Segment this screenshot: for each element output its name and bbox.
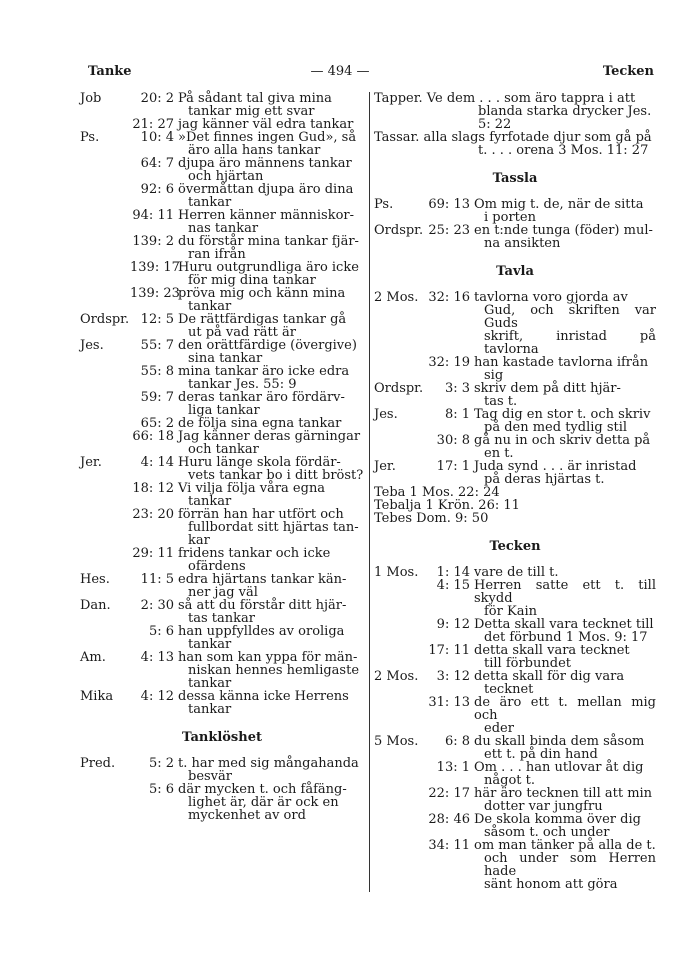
entry-reference: 21: 27: [132, 117, 174, 132]
concordance-entry: [80, 235, 364, 261]
entry-reference: 5: 6: [148, 782, 174, 797]
entry-text-line: ut på vad rätt är: [188, 325, 296, 340]
concordance-entry: [80, 287, 364, 313]
entry-reference: 69: 13: [428, 197, 470, 212]
entry-text: [178, 209, 364, 235]
entry-text-line: tankar: [188, 195, 232, 210]
entry-text-line: »Det finnes ingen Gud», så: [178, 130, 357, 145]
entry-book: [80, 430, 130, 456]
concordance-entry: [374, 813, 656, 839]
concordance-entry: [374, 670, 656, 696]
concordance-entry: [80, 482, 364, 508]
entry-text: [178, 261, 364, 287]
entry-text: [178, 599, 364, 625]
entry-text-line: niskan hennes hemligaste: [188, 663, 360, 678]
entry-reference: 22: 17: [428, 786, 470, 801]
entry-text: [178, 339, 364, 365]
entry-reference: 13: 1: [436, 760, 470, 775]
entry-text-line: tankar Jes. 55: 9: [188, 377, 297, 392]
entry-text: [474, 787, 656, 813]
entry-book: [80, 261, 130, 287]
entry-text-line: Detta skall vara tecknet till: [474, 617, 654, 632]
entry-reference: 4: 14: [140, 455, 174, 470]
entry-book: [374, 618, 424, 644]
entry-book: Ordspr.: [80, 312, 130, 327]
concordance-entry: [80, 651, 364, 690]
entry-text: [178, 287, 364, 313]
concordance-entry: [80, 456, 364, 482]
entry-text-line: tankar: [188, 299, 232, 314]
concordance-entry: [80, 391, 364, 417]
entry-text: [178, 157, 364, 183]
entry-book: [80, 391, 130, 417]
entry-reference: 12: 5: [140, 312, 174, 327]
entry-text-line: och tankar: [188, 442, 259, 457]
entry-text-line: sig: [484, 368, 504, 383]
entry-reference: 92: 6: [140, 182, 174, 197]
entry-text-line: tankar: [188, 676, 232, 691]
page-number: — 494 —: [310, 64, 370, 79]
concordance-entry: [374, 198, 656, 224]
entry-book: [80, 482, 130, 508]
concordance-entry: [80, 365, 364, 391]
entry-reference: 2: 30: [140, 598, 174, 613]
entry-text: [178, 783, 364, 822]
entry-reference: 5: 2: [148, 756, 174, 771]
entry-book: [374, 787, 424, 813]
concordance-entry: [374, 839, 656, 891]
header-right-keyword: Tecken: [602, 64, 654, 79]
concordance-entry: [80, 313, 364, 339]
entry-reference: 55: 7: [140, 338, 174, 353]
entry-reference: 17: 1: [436, 459, 470, 474]
entry-text-line: Juda synd . . . är inristad: [474, 459, 637, 474]
entry-text: [178, 547, 364, 573]
concordance-entry: [374, 787, 656, 813]
concordance-entry: [374, 224, 656, 250]
entry-book: [374, 579, 424, 618]
entry-reference: 32: 19: [428, 355, 470, 370]
entry-text-line: eder: [484, 721, 514, 736]
entry-text-line: på deras hjärtas t.: [484, 472, 605, 487]
entry-text-line: myckenhet av ord: [188, 808, 306, 823]
concordance-entry: [80, 547, 364, 573]
concordance-entry: [80, 430, 364, 456]
entry-text-line: na ansikten: [484, 236, 561, 251]
entry-text-line: Gud, och skriften var Guds: [484, 303, 656, 331]
concordance-entry: [80, 261, 364, 287]
section-heading-tankloshet: Tanklöshet: [182, 730, 262, 745]
concordance-entry: [80, 157, 364, 183]
entry-text-line: förrän han har utfört och: [178, 507, 344, 522]
concordance-entry: [80, 690, 364, 716]
entry-text-line: tecknet: [484, 682, 534, 697]
concordance-entry: [80, 757, 364, 783]
headword-line: Tebes Dom. 9: 50: [374, 511, 489, 526]
entry-text-line: något t.: [484, 773, 535, 788]
entry-text-line: pröva mig och känn mina: [178, 286, 346, 301]
concordance-entry: [374, 356, 656, 382]
entry-text-line: fullbordat sitt hjärtas tan-: [188, 520, 359, 535]
entry-reference: 64: 7: [140, 156, 174, 171]
entry-text-line: t. har med sig mångahanda: [178, 756, 359, 771]
concordance-entry: [80, 339, 364, 365]
entry-text-line: tankar: [188, 637, 232, 652]
concordance-entry: [374, 735, 656, 761]
entry-text-line: den orättfärdige (övergive): [178, 338, 357, 353]
entry-text: [474, 408, 656, 434]
entry-book: Mika: [80, 689, 114, 704]
entry-text-line: Herren känner människor-: [178, 208, 355, 223]
entry-text: [178, 235, 364, 261]
headword-lead: Tapper. Ve dem . . . som äro tappra i att: [374, 91, 636, 106]
entry-text-line: nas tankar: [188, 221, 259, 236]
entry-book: [374, 644, 424, 670]
entry-reference: 31: 13: [428, 695, 470, 710]
entry-text-line: skriv dem på ditt hjär-: [474, 381, 621, 396]
entry-text-line: jag känner väl edra tankar: [178, 117, 354, 132]
entry-text-line: liga tankar: [188, 403, 260, 418]
entry-text: [474, 839, 656, 891]
entry-text-line: Om . . . han utlovar åt dig: [474, 760, 644, 775]
entry-book: Am.: [80, 650, 106, 665]
entry-book: 5 Mos.: [374, 734, 419, 749]
entry-text: [178, 456, 364, 482]
entry-text-line: De rättfärdigas tankar gå: [178, 312, 347, 327]
concordance-entry: [80, 508, 364, 547]
entry-text-line: skrift, inristad på tavlorna: [484, 329, 656, 357]
entry-reference: 59: 7: [140, 390, 174, 405]
entry-text: [474, 356, 656, 382]
entry-text-line: Huru länge skola fördär-: [178, 455, 341, 470]
entry-text-line: mina tankar äro icke edra: [178, 364, 350, 379]
concordance-entry: [374, 644, 656, 670]
entry-reference: 10: 4: [140, 130, 174, 145]
entry-text: [474, 579, 656, 618]
entry-text: [178, 482, 364, 508]
entry-text: [178, 365, 364, 391]
entry-text: [474, 382, 656, 408]
entry-text-line: ofärdens: [188, 559, 246, 574]
entry-text-line: vare de till t.: [474, 565, 559, 580]
concordance-entry: [374, 618, 656, 644]
entry-text-line: tankar: [188, 702, 232, 717]
concordance-entry: [80, 783, 364, 822]
concordance-entry: [80, 599, 364, 625]
concordance-entry: [80, 183, 364, 209]
section-heading-tecken: Tecken: [489, 539, 541, 554]
entry-text: [178, 573, 364, 599]
concordance-entry: [80, 92, 364, 118]
entry-book: Ordspr.: [374, 381, 424, 396]
entry-text: [178, 508, 364, 547]
entry-book: [374, 839, 424, 891]
entry-text-line: där mycken t. och fåfäng-: [178, 782, 347, 797]
left-column: [80, 92, 364, 822]
entry-book: [80, 209, 130, 235]
entry-text: [474, 618, 656, 644]
entry-text-line: han uppfylldes av oroliga: [178, 624, 345, 639]
entry-book: Jes.: [80, 338, 104, 353]
entry-book: Ps.: [80, 130, 100, 145]
right-column: [374, 92, 656, 891]
entry-book: [80, 183, 130, 209]
entry-text-line: här äro tecknen till att min: [474, 786, 653, 801]
entry-text-line: om man tänker på alla de t.: [474, 838, 656, 853]
entry-reference: 9: 12: [436, 617, 470, 632]
concordance-entry: [374, 460, 656, 486]
entry-reference: 23: 20: [132, 507, 174, 522]
entry-text-line: På sådant tal giva mina: [178, 91, 332, 106]
entry-text-line: det förbund 1 Mos. 9: 17: [484, 630, 648, 645]
entry-text-line: för mig dina tankar: [188, 273, 316, 288]
entry-text: [178, 391, 364, 417]
concordance-entry: [374, 579, 656, 618]
concordance-entry: [374, 291, 656, 356]
entry-book: [374, 356, 424, 382]
entry-book: Ordspr.: [374, 223, 424, 238]
entry-text-line: kar: [188, 533, 210, 548]
entry-book: [80, 547, 130, 573]
entry-text-line: fridens tankar och icke: [178, 546, 331, 561]
entry-reference: 29: 11: [132, 546, 174, 561]
headword-entry: [374, 131, 656, 157]
entry-text-line: Huru outgrundliga äro icke: [178, 260, 359, 275]
entry-text-line: såsom t. och under: [484, 825, 610, 840]
entry-reference: 30: 8: [436, 433, 470, 448]
entry-reference: 4: 12: [140, 689, 174, 704]
entry-reference: 3: 3: [444, 381, 470, 396]
entry-text-line: detta skall för dig vara: [474, 669, 625, 684]
entry-text-line: övermåttan djupa äro dina: [178, 182, 354, 197]
entry-text: [178, 92, 364, 118]
entry-book: [374, 696, 424, 735]
entry-book: Jes.: [374, 407, 398, 422]
entry-text: [474, 761, 656, 787]
entry-reference: 139: 23: [130, 286, 180, 301]
entry-reference: 55: 8: [140, 364, 174, 379]
entry-reference: 139: 2: [132, 234, 174, 249]
entry-book: Pred.: [80, 756, 116, 771]
entry-reference: 3: 12: [436, 669, 470, 684]
entry-text-line: detta skall vara tecknet: [474, 643, 630, 658]
entry-text: [178, 625, 364, 651]
entry-text: [178, 651, 364, 690]
column-divider: [369, 92, 370, 892]
entry-text-line: besvär: [188, 769, 232, 784]
entry-book: [80, 508, 130, 547]
entry-text-line: tas t.: [484, 394, 518, 409]
entry-text: [474, 644, 656, 670]
entry-text-line: dotter var jungfru: [484, 799, 603, 814]
entry-text-line: Herren satte ett t. till skydd: [474, 578, 656, 606]
entry-text-line: Tag dig en stor t. och skriv: [474, 407, 651, 422]
entry-text: [474, 735, 656, 761]
entry-book: Job: [80, 91, 102, 106]
headword-continuation: 5: 22: [478, 117, 512, 132]
entry-book: [374, 434, 424, 460]
entry-text: [178, 690, 364, 716]
entry-reference: 1: 14: [436, 565, 470, 580]
entry-reference: 66: 18: [132, 429, 174, 444]
entry-reference: 4: 15: [436, 578, 470, 593]
entry-reference: 25: 23: [428, 223, 470, 238]
entry-text-line: du förstår mina tankar fjär-: [178, 234, 359, 249]
entry-text-line: en t:nde tunga (föder) mul-: [474, 223, 653, 238]
entry-text: [474, 813, 656, 839]
headword-lead: Tassar. alla slags fyrfotade djur som gå på: [374, 130, 652, 145]
entry-book: 2 Mos.: [374, 669, 419, 684]
entry-text: [474, 460, 656, 486]
entry-reference: 28: 46: [428, 812, 470, 827]
concordance-entry: [80, 625, 364, 651]
entry-reference: 18: 12: [132, 481, 174, 496]
concordance-entry: [80, 573, 364, 599]
entry-text-line: vets tankar bo i ditt bröst?: [188, 468, 364, 483]
entry-text-line: och hjärtan: [188, 169, 264, 184]
entry-book: [374, 813, 424, 839]
header-left-keyword: Tanke: [88, 64, 132, 79]
entry-book: Ps.: [374, 197, 394, 212]
entry-book: [80, 625, 130, 651]
entry-text-line: tankar mig ett svar: [188, 104, 315, 119]
concordance-entry: [374, 408, 656, 434]
entry-text-line: Vi vilja följa våra egna: [178, 481, 326, 496]
entry-book: [374, 761, 424, 787]
entry-text: [474, 291, 656, 356]
entry-book: [80, 157, 130, 183]
entry-reference: 17: 11: [428, 643, 470, 658]
entry-text: [474, 670, 656, 696]
entry-text: [178, 430, 364, 456]
entry-book: 1 Mos.: [374, 565, 419, 580]
entry-text: [474, 696, 656, 735]
entry-reference: 139: 17: [130, 260, 180, 275]
entry-text-line: Jag känner deras gärningar: [178, 429, 361, 444]
entry-text: [474, 224, 656, 250]
entry-reference: 34: 11: [428, 838, 470, 853]
entry-book: Jer.: [374, 459, 396, 474]
entry-text-line: och under som Herren hade: [484, 851, 656, 879]
concordance-entry: [80, 131, 364, 157]
entry-text-line: de följa sina egna tankar: [178, 416, 342, 431]
entry-text-line: ner jag väl: [188, 585, 258, 600]
entry-reference: 32: 16: [428, 290, 470, 305]
concordance-entry: [374, 382, 656, 408]
entry-book: [80, 417, 130, 430]
concordance-entry: [80, 209, 364, 235]
entry-text-line: Om mig t. de, när de sitta: [474, 197, 644, 212]
concordance-entry: [374, 696, 656, 735]
headword-continuation: t. . . . orena 3 Mos. 11: 27: [478, 143, 649, 158]
entry-text: [178, 757, 364, 783]
entry-text-line: sina tankar: [188, 351, 263, 366]
entry-text-line: ett t. på din hand: [484, 747, 598, 762]
entry-text-line: äro alla hans tankar: [188, 143, 321, 158]
entry-reference: 20: 2: [140, 91, 174, 106]
entry-text-line: i porten: [484, 210, 536, 225]
headword-line: Tebalja 1 Krön. 26: 11: [374, 498, 520, 513]
headword-continuation: blanda starka drycker Jes.: [478, 104, 652, 119]
section-heading-tavla: Tavla: [496, 264, 534, 279]
entry-text-line: djupa äro männens tankar: [178, 156, 352, 171]
entry-text-line: tas tankar: [188, 611, 255, 626]
entry-book: 2 Mos.: [374, 290, 419, 305]
entry-reference: 11: 5: [140, 572, 174, 587]
entry-text: [178, 313, 364, 339]
entry-text-line: tankar: [188, 494, 232, 509]
entry-book: [80, 365, 130, 391]
entry-reference: 65: 2: [140, 416, 174, 431]
entry-text: [178, 183, 364, 209]
entry-text: [474, 434, 656, 460]
headword-entry: [374, 92, 656, 131]
entry-text-line: lighet är, där är ock en: [188, 795, 339, 810]
entry-reference: 5: 6: [148, 624, 174, 639]
entry-text-line: dessa känna icke Herrens: [178, 689, 349, 704]
entry-text-line: sänt honom att göra: [484, 877, 618, 892]
entry-book: Dan.: [80, 598, 111, 613]
entry-text: [474, 198, 656, 224]
entry-text: [178, 131, 364, 157]
entry-text-line: så att du förstår ditt hjär-: [178, 598, 347, 613]
entry-text-line: De skola komma över dig: [474, 812, 641, 827]
entry-reference: 6: 8: [444, 734, 470, 749]
entry-text-line: för Kain: [484, 604, 537, 619]
entry-text-line: du skall binda dem såsom: [474, 734, 645, 749]
entry-text-line: en t.: [484, 446, 514, 461]
entry-text-line: deras tankar äro fördärv-: [178, 390, 345, 405]
entry-book: [80, 235, 130, 261]
entry-reference: 94: 11: [132, 208, 174, 223]
entry-book: [80, 783, 130, 822]
entry-reference: 4: 13: [140, 650, 174, 665]
entry-text-line: ran ifrån: [188, 247, 246, 262]
entry-text-line: på den med tydlig stil: [484, 420, 628, 435]
headword-line: Teba 1 Mos. 22: 24: [374, 485, 500, 500]
entry-reference: 8: 1: [444, 407, 470, 422]
entry-book: Hes.: [80, 572, 110, 587]
entry-text-line: edra hjärtans tankar kän-: [178, 572, 347, 587]
concordance-entry: [374, 434, 656, 460]
entry-text-line: han som kan yppa för män-: [178, 650, 358, 665]
entry-text-line: han kastade tavlorna ifrån: [474, 355, 649, 370]
section-heading-tassla: Tassla: [492, 171, 538, 186]
entry-book: Jer.: [80, 455, 102, 470]
entry-book: [80, 287, 130, 313]
entry-text-line: de äro ett t. mellan mig och: [474, 695, 656, 723]
entry-text-line: gå nu in och skriv detta på: [474, 433, 651, 448]
concordance-entry: [374, 761, 656, 787]
entry-text-line: till förbundet: [484, 656, 571, 671]
entry-text-line: tavlorna voro gjorda av: [474, 290, 628, 305]
